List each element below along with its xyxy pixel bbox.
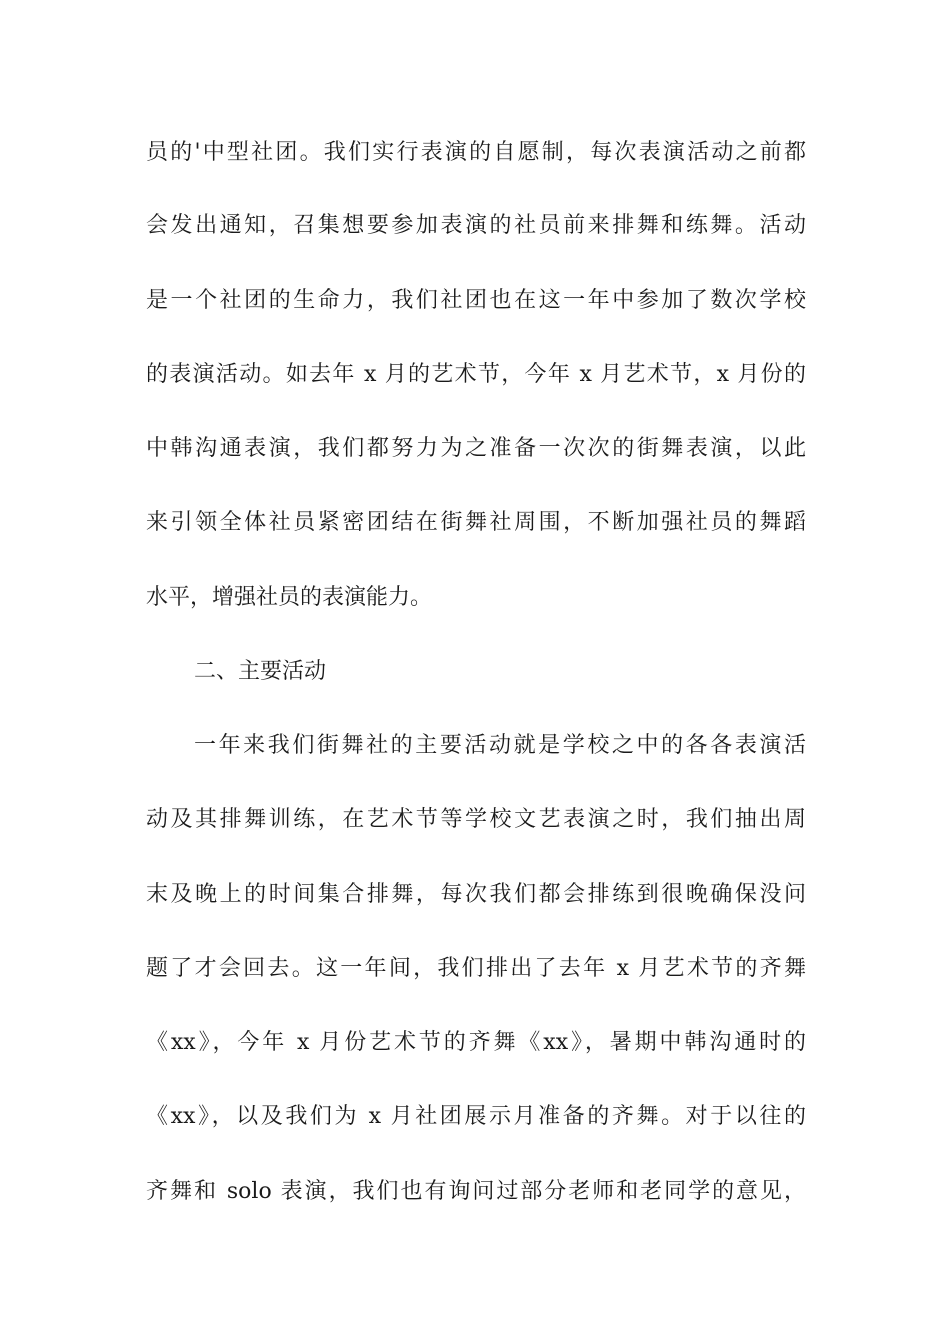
paragraph-line: 来引领全体社员紧密团结在街舞社周围，不断加强社员的舞蹈: [146, 510, 806, 535]
paragraph-line: 中韩沟通表演，我们都努力为之准备一次次的街舞表演，以此: [146, 436, 806, 461]
paragraph-line: 题了才会回去。这一年间，我们排出了去年 x 月艺术节的齐舞: [146, 956, 806, 981]
paragraph-line: 员的'中型社团。我们实行表演的自愿制，每次表演活动之前都: [146, 140, 806, 165]
paragraph-line: 《xx》，以及我们为 x 月社团展示月准备的齐舞。对于以往的: [146, 1104, 806, 1129]
paragraph-line: 《xx》，今年 x 月份艺术节的齐舞《xx》，暑期中韩沟通时的: [146, 1030, 806, 1055]
paragraph-line: 齐舞和 solo 表演，我们也有询问过部分老师和老同学的意见，: [146, 1179, 806, 1204]
paragraph-line: 一年来我们街舞社的主要活动就是学校之中的各各表演活: [194, 733, 806, 758]
paragraph-line: 动及其排舞训练，在艺术节等学校文艺表演之时，我们抽出周: [146, 807, 806, 832]
section-heading: 二、主要活动: [194, 659, 327, 684]
paragraph-line: 水平，增强社员的表演能力。: [146, 585, 433, 610]
paragraph-line: 的表演活动。如去年 x 月的艺术节，今年 x 月艺术节，x 月份的: [146, 362, 806, 387]
paragraph-line: 会发出通知，召集想要参加表演的社员前来排舞和练舞。活动: [146, 213, 806, 238]
paragraph-line: 是一个社团的生命力，我们社团也在这一年中参加了数次学校: [146, 288, 806, 313]
paragraph-line: 末及晚上的时间集合排舞，每次我们都会排练到很晚确保没问: [146, 882, 806, 907]
